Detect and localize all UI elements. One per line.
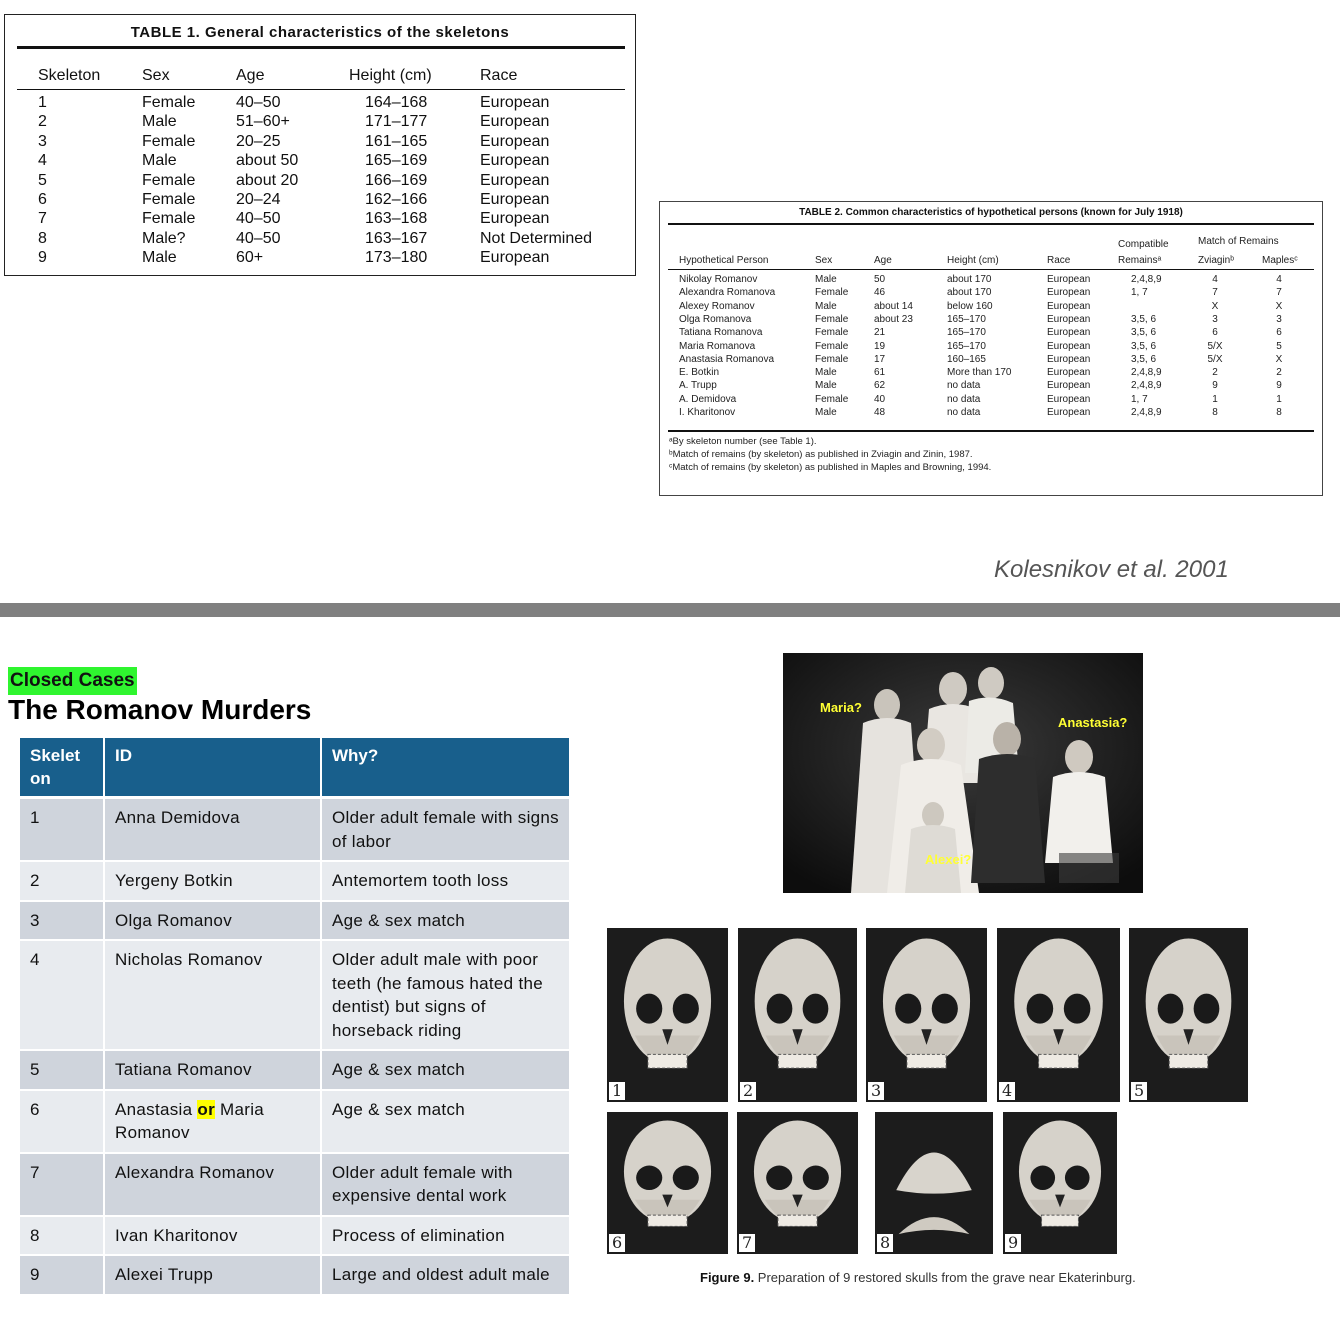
- section-divider: [0, 603, 1340, 617]
- table2-cell-zviagin: 3: [1212, 313, 1218, 325]
- table1-cell-skeleton: 3: [38, 132, 47, 150]
- citation: Kolesnikov et al. 2001: [994, 556, 1229, 583]
- table1-cell-race: European: [480, 113, 550, 131]
- table1-cell-height: 165–169: [365, 152, 428, 170]
- table1-row: [5, 172, 635, 191]
- table1-cell-skeleton: 4: [38, 152, 47, 170]
- skull-number: 5: [1131, 1082, 1147, 1100]
- table1-cell-sex: Female: [142, 132, 196, 150]
- table2-cell-person: Nikolay Romanov: [679, 274, 758, 285]
- table2-title: TABLE 2. Common characteristics of hypothetical persons (known for July 1918): [799, 207, 1183, 218]
- table2-cell-age: 40: [874, 393, 886, 405]
- identity: Olga Romanov: [105, 902, 322, 942]
- romanov-id-table: [20, 738, 571, 1296]
- table2-cell-age: about 23: [874, 313, 913, 325]
- table2-cell-race: European: [1047, 340, 1091, 352]
- table2-cell-person: Alexandra Romanova: [679, 287, 776, 299]
- table2-cell-remains: 3,5, 6: [1131, 340, 1157, 352]
- reason: Age & sex match: [322, 1051, 571, 1091]
- table1-row: [5, 191, 635, 210]
- table1-cell-height: 163–167: [365, 229, 428, 247]
- table1-cell-skeleton: 5: [38, 171, 47, 189]
- table1-cell-race: European: [480, 171, 550, 189]
- table2-cell-maples: 2: [1276, 367, 1282, 379]
- table2-cell-person: Anastasia Romanova: [679, 353, 775, 365]
- table2-cell-age: 21: [874, 327, 886, 339]
- table2-header-height: Height (cm): [947, 255, 999, 266]
- skull-fragment-icon: [875, 1112, 993, 1254]
- identity: Nicholas Romanov: [105, 941, 322, 1051]
- table1-cell-age: 40–50: [236, 210, 281, 228]
- table1-cell-sex: Female: [142, 171, 196, 189]
- identity: [105, 1091, 322, 1154]
- table2-cell-sex: Female: [815, 313, 849, 325]
- table1-cell-height: 173–180: [365, 249, 428, 267]
- skull-icon: [1129, 928, 1248, 1102]
- skull-panel: [875, 1112, 993, 1254]
- table-row: [20, 799, 571, 862]
- table2-cell-maples: 7: [1276, 287, 1282, 299]
- table2-header-age: Age: [874, 255, 892, 266]
- table2-header-match: Match of Remains: [1198, 236, 1279, 247]
- table2-cell-height: 160–165: [947, 353, 986, 365]
- table-row: [20, 1051, 571, 1091]
- table2-cell-person: I. Kharitonov: [679, 407, 736, 418]
- reason: Large and oldest adult male: [322, 1256, 571, 1296]
- table2-cell-zviagin: 7: [1212, 287, 1218, 299]
- table2-cell-zviagin: 4: [1212, 274, 1218, 285]
- table2-cell-zviagin: 9: [1212, 380, 1218, 392]
- skull-panel: [1129, 928, 1248, 1102]
- photo-label-maria: Maria?: [820, 700, 862, 715]
- skull-panel: [866, 928, 987, 1102]
- table-row: [20, 1154, 571, 1217]
- table1-cell-age: 20–24: [236, 191, 281, 208]
- table-header-row: [20, 738, 571, 799]
- table2-row: [660, 367, 1322, 380]
- table2-cell-person: A. Trupp: [679, 380, 717, 392]
- table1-row: [5, 230, 635, 249]
- highlighted-or: or: [197, 1099, 215, 1119]
- table2-cell-remains: 3,5, 6: [1131, 327, 1157, 339]
- table2-header-remains: Remainsᵃ: [1118, 255, 1162, 266]
- table2-header-sex: Sex: [815, 255, 833, 266]
- table2-row: [660, 327, 1322, 340]
- table1-cell-age: 40–50: [236, 94, 281, 111]
- table2-cell-person: E. Botkin: [679, 367, 720, 379]
- skull-number: 3: [868, 1082, 884, 1100]
- table2-cell-sex: Female: [815, 393, 849, 405]
- skull-panel: [607, 928, 728, 1102]
- skull-icon: [607, 1112, 728, 1254]
- table2-cell-remains: 2,4,8,9: [1131, 407, 1162, 418]
- table2-cell-sex: Male: [815, 274, 837, 285]
- table2-cell-sex: Female: [815, 353, 849, 365]
- table2-cell-race: European: [1047, 380, 1091, 392]
- table1-cell-race: European: [480, 152, 550, 170]
- table-row: [20, 1091, 571, 1154]
- header-why: Why?: [322, 738, 571, 799]
- table2-cell-remains: 1, 7: [1131, 287, 1148, 299]
- table1-cell-skeleton: 9: [38, 249, 47, 267]
- skull-icon: [866, 928, 987, 1102]
- skull-icon: [1003, 1112, 1117, 1254]
- identity-part-b: Maria Romanov: [115, 1099, 265, 1142]
- identity: Ivan Kharitonov: [105, 1217, 322, 1257]
- identity: Anna Demidova: [105, 799, 322, 862]
- table2-cell-zviagin: 2: [1212, 367, 1218, 379]
- table2-cell-height: More than 170: [947, 367, 1012, 379]
- table2-cell-person: Tatiana Romanova: [679, 327, 763, 339]
- table1-cell-height: 163–168: [365, 210, 428, 228]
- skull-panel: [1003, 1112, 1117, 1254]
- table2-cell-remains: 3,5, 6: [1131, 353, 1157, 365]
- table2-cell-race: European: [1047, 407, 1091, 418]
- table1-cell-race: European: [480, 249, 550, 267]
- table1-row: [5, 152, 635, 171]
- table2-cell-age: 50: [874, 274, 886, 285]
- table2-cell-zviagin: 8: [1212, 407, 1218, 418]
- skull-number: 7: [739, 1234, 755, 1252]
- table1-cell-skeleton: 1: [38, 94, 47, 111]
- skull-panel: [607, 1112, 728, 1254]
- table1-cell-skeleton: 8: [38, 229, 47, 247]
- table1-cell-sex: Male: [142, 152, 177, 170]
- table1-cell-skeleton: 2: [38, 113, 47, 131]
- table-row: [20, 902, 571, 942]
- table2-cell-sex: Female: [815, 327, 849, 339]
- table1-cell-sex: Male?: [142, 229, 186, 247]
- table2-cell-person: Maria Romanova: [679, 340, 756, 352]
- photo-label-alexei: Alexei?: [925, 852, 972, 867]
- table1-cell-race: European: [480, 210, 550, 228]
- table2-cell-sex: Male: [815, 367, 837, 379]
- table2-cell-age: 61: [874, 367, 886, 379]
- table2-cell-race: European: [1047, 287, 1091, 299]
- table1-cell-height: 166–169: [365, 171, 428, 189]
- table1-row: [5, 113, 635, 132]
- table2-row: [660, 301, 1322, 314]
- table2-cell-maples: 3: [1276, 313, 1282, 325]
- identity: Alexandra Romanov: [105, 1154, 322, 1217]
- table2-cell-age: 17: [874, 353, 886, 365]
- table2-cell-height: 165–170: [947, 313, 986, 325]
- table2-cell-zviagin: X: [1211, 300, 1219, 312]
- reason: Age & sex match: [322, 902, 571, 942]
- table2-cell-sex: Male: [815, 407, 837, 418]
- table2-rule: [668, 223, 1314, 225]
- skeleton-number: 5: [20, 1051, 105, 1091]
- identity: Yergeny Botkin: [105, 862, 322, 902]
- table2-cell-height: no data: [947, 407, 981, 418]
- reason: Process of elimination: [322, 1217, 571, 1257]
- table2-row: [660, 354, 1322, 367]
- table2-cell-remains: 2,4,8,9: [1131, 380, 1162, 392]
- table2-cell-sex: Female: [815, 287, 849, 299]
- table2-cell-height: 165–170: [947, 340, 986, 352]
- table2-cell-person: Alexey Romanov: [679, 300, 755, 312]
- table1-cell-height: 162–166: [365, 191, 428, 208]
- table2-cell-race: European: [1047, 367, 1091, 379]
- table1-cell-age: about 50: [236, 152, 299, 170]
- table1-header-sex: Sex: [142, 67, 170, 84]
- table1-cell-sex: Female: [142, 94, 196, 111]
- table2-cell-maples: X: [1275, 353, 1283, 365]
- skull-icon: [737, 1112, 858, 1254]
- table2-cell-maples: 5: [1276, 340, 1282, 352]
- table1-cell-age: 60+: [236, 249, 264, 267]
- table2-header-maples: Maplesᶜ: [1262, 255, 1298, 266]
- table2-header-race: Race: [1047, 255, 1071, 266]
- skeleton-number: 6: [20, 1091, 105, 1154]
- table2-cell-zviagin: 1: [1212, 393, 1218, 405]
- table1-header-race: Race: [480, 67, 518, 84]
- table1-header-height: Height (cm): [349, 67, 432, 84]
- romanov-family-photo: [783, 653, 1143, 893]
- table2-cell-age: 46: [874, 287, 886, 299]
- table2-cell-height: no data: [947, 380, 981, 392]
- table2-cell-height: about 170: [947, 287, 992, 299]
- table2-cell-age: 19: [874, 340, 886, 352]
- table2-cell-race: European: [1047, 327, 1091, 339]
- photo-label-anastasia: Anastasia?: [1058, 715, 1128, 730]
- table2-cell-height: 165–170: [947, 327, 986, 339]
- table2-cell-remains: 2,4,8,9: [1131, 367, 1162, 379]
- table2-cell-person: Olga Romanova: [679, 313, 752, 325]
- table1-row: [5, 133, 635, 152]
- identity: Tatiana Romanov: [105, 1051, 322, 1091]
- skeleton-number: 3: [20, 902, 105, 942]
- table1-header-skeleton: Skeleton: [38, 67, 101, 84]
- table2-cell-maples: 6: [1276, 327, 1282, 339]
- table1-cell-sex: Female: [142, 210, 196, 228]
- table2-cell-race: European: [1047, 313, 1091, 325]
- table2-cell-sex: Female: [815, 340, 849, 352]
- table2-header-compatible: Compatible: [1118, 239, 1169, 250]
- reason: Older adult female with expensive dental work: [322, 1154, 571, 1217]
- table2-bottom-rule: [668, 430, 1314, 432]
- table1-row: [5, 210, 635, 229]
- table1-cell-skeleton: 7: [38, 210, 47, 228]
- table2-footnote-c: ᶜMatch of remains (by skeleton) as published in Maples and Browning, 1994.: [669, 462, 992, 473]
- table1-cell-sex: Male: [142, 249, 177, 267]
- table1-cell-sex: Male: [142, 113, 177, 131]
- figure-caption-text: Preparation of 9 restored skulls from the grave near Ekaterinburg.: [754, 1270, 1136, 1285]
- table2-cell-height: no data: [947, 393, 981, 405]
- table1-cell-height: 171–177: [365, 113, 428, 131]
- closed-cases-tag: Closed Cases: [8, 667, 137, 695]
- skeleton-number: 2: [20, 862, 105, 902]
- reason: Older adult female with signs of labor: [322, 799, 571, 862]
- table1-cell-sex: Female: [142, 191, 196, 208]
- table1-header-rule: [17, 89, 625, 90]
- table2-footnote-b: ᵇMatch of remains (by skeleton) as published in Zviagin and Zinin, 1987.: [669, 449, 973, 460]
- table2: [659, 201, 1323, 496]
- table2-cell-age: 48: [874, 407, 886, 418]
- header-skeleton: Skelet on: [20, 738, 105, 799]
- table2-cell-remains: 1, 7: [1131, 393, 1148, 405]
- table-row: [20, 1256, 571, 1296]
- table2-cell-maples: 4: [1276, 274, 1282, 285]
- table2-row: [660, 341, 1322, 354]
- skull-number: 6: [609, 1234, 625, 1252]
- skeleton-number: 1: [20, 799, 105, 862]
- table2-cell-race: European: [1047, 393, 1091, 405]
- table1-cell-height: 161–165: [365, 132, 428, 150]
- table2-row: [660, 380, 1322, 393]
- table-row: [20, 1217, 571, 1257]
- table2-row: [660, 314, 1322, 327]
- table2-cell-sex: Male: [815, 380, 837, 392]
- table2-cell-maples: 9: [1276, 380, 1282, 392]
- table2-cell-maples: 8: [1276, 407, 1282, 418]
- table2-cell-maples: 1: [1276, 393, 1282, 405]
- table2-row: [660, 407, 1322, 420]
- skeleton-number: 8: [20, 1217, 105, 1257]
- skull-icon: [738, 928, 857, 1102]
- skeleton-number: 4: [20, 941, 105, 1051]
- table1-cell-race: Not Determined: [480, 229, 593, 247]
- table1-header-age: Age: [236, 67, 265, 84]
- table2-cell-race: European: [1047, 274, 1091, 285]
- table2-cell-zviagin: 6: [1212, 327, 1218, 339]
- table-row: [20, 862, 571, 902]
- table2-row: [660, 274, 1322, 287]
- table2-cell-remains: 2,4,8,9: [1131, 274, 1162, 285]
- table1-cell-age: 40–50: [236, 229, 281, 247]
- table1-cell-age: 20–25: [236, 132, 281, 150]
- table2-header-zviagin: Zviaginᵇ: [1198, 255, 1235, 266]
- table1-cell-skeleton: 6: [38, 191, 47, 208]
- table2-header-person: Hypothetical Person: [679, 255, 769, 266]
- table1-row: [5, 94, 635, 113]
- reason: Older adult male with poor teeth (he famous hated the dentist) but signs of horseback riding: [322, 941, 571, 1051]
- table1-cell-race: European: [480, 191, 550, 208]
- table2-cell-race: European: [1047, 353, 1091, 365]
- table1-cell-race: European: [480, 132, 550, 150]
- header-id: ID: [105, 738, 322, 799]
- skull-icon: [607, 928, 728, 1102]
- reason: Antemortem tooth loss: [322, 862, 571, 902]
- table1: [4, 14, 636, 276]
- table1-title: TABLE 1. General characteristics of the skeletons: [130, 24, 510, 41]
- table2-row: [660, 287, 1322, 300]
- table2-cell-person: A. Demidova: [679, 393, 737, 405]
- skull-panel: [997, 928, 1120, 1102]
- skull-panel: [738, 928, 857, 1102]
- skull-number: 1: [609, 1082, 625, 1100]
- table2-cell-zviagin: 5/X: [1207, 353, 1223, 365]
- table2-footnote-a: ᵃBy skeleton number (see Table 1).: [669, 436, 817, 447]
- table1-cell-age: about 20: [236, 171, 299, 189]
- table1-row: [5, 249, 635, 268]
- identity: Alexei Trupp: [105, 1256, 322, 1296]
- page-title: The Romanov Murders: [8, 694, 312, 725]
- table2-cell-sex: Male: [815, 300, 837, 312]
- identity-part-a: Anastasia: [115, 1099, 198, 1119]
- skull-panel: [737, 1112, 858, 1254]
- table2-cell-maples: X: [1275, 300, 1283, 312]
- table2-cell-height: about 170: [947, 274, 992, 285]
- table1-cell-height: 164–168: [365, 94, 428, 111]
- skull-number: 9: [1005, 1234, 1021, 1252]
- table-row: [20, 941, 571, 1051]
- table2-cell-age: about 14: [874, 300, 913, 312]
- table2-cell-remains: 3,5, 6: [1131, 313, 1157, 325]
- skeleton-number: 7: [20, 1154, 105, 1217]
- skull-number: 4: [999, 1082, 1015, 1100]
- table1-rule: [17, 46, 625, 49]
- reason: Age & sex match: [322, 1091, 571, 1154]
- table2-row: [660, 394, 1322, 407]
- skull-icon: [997, 928, 1120, 1102]
- figure-caption: [700, 1270, 1136, 1285]
- skull-number: 8: [877, 1234, 893, 1252]
- table2-cell-height: below 160: [947, 300, 993, 312]
- table2-header-rule: [668, 269, 1314, 270]
- figure-caption-label: Figure 9.: [700, 1270, 755, 1285]
- skeleton-number: 9: [20, 1256, 105, 1296]
- table2-cell-race: European: [1047, 300, 1091, 312]
- table2-cell-age: 62: [874, 380, 886, 392]
- skull-number: 2: [740, 1082, 756, 1100]
- table1-cell-age: 51–60+: [236, 113, 290, 131]
- table2-cell-zviagin: 5/X: [1207, 340, 1223, 352]
- table1-cell-race: European: [480, 94, 550, 111]
